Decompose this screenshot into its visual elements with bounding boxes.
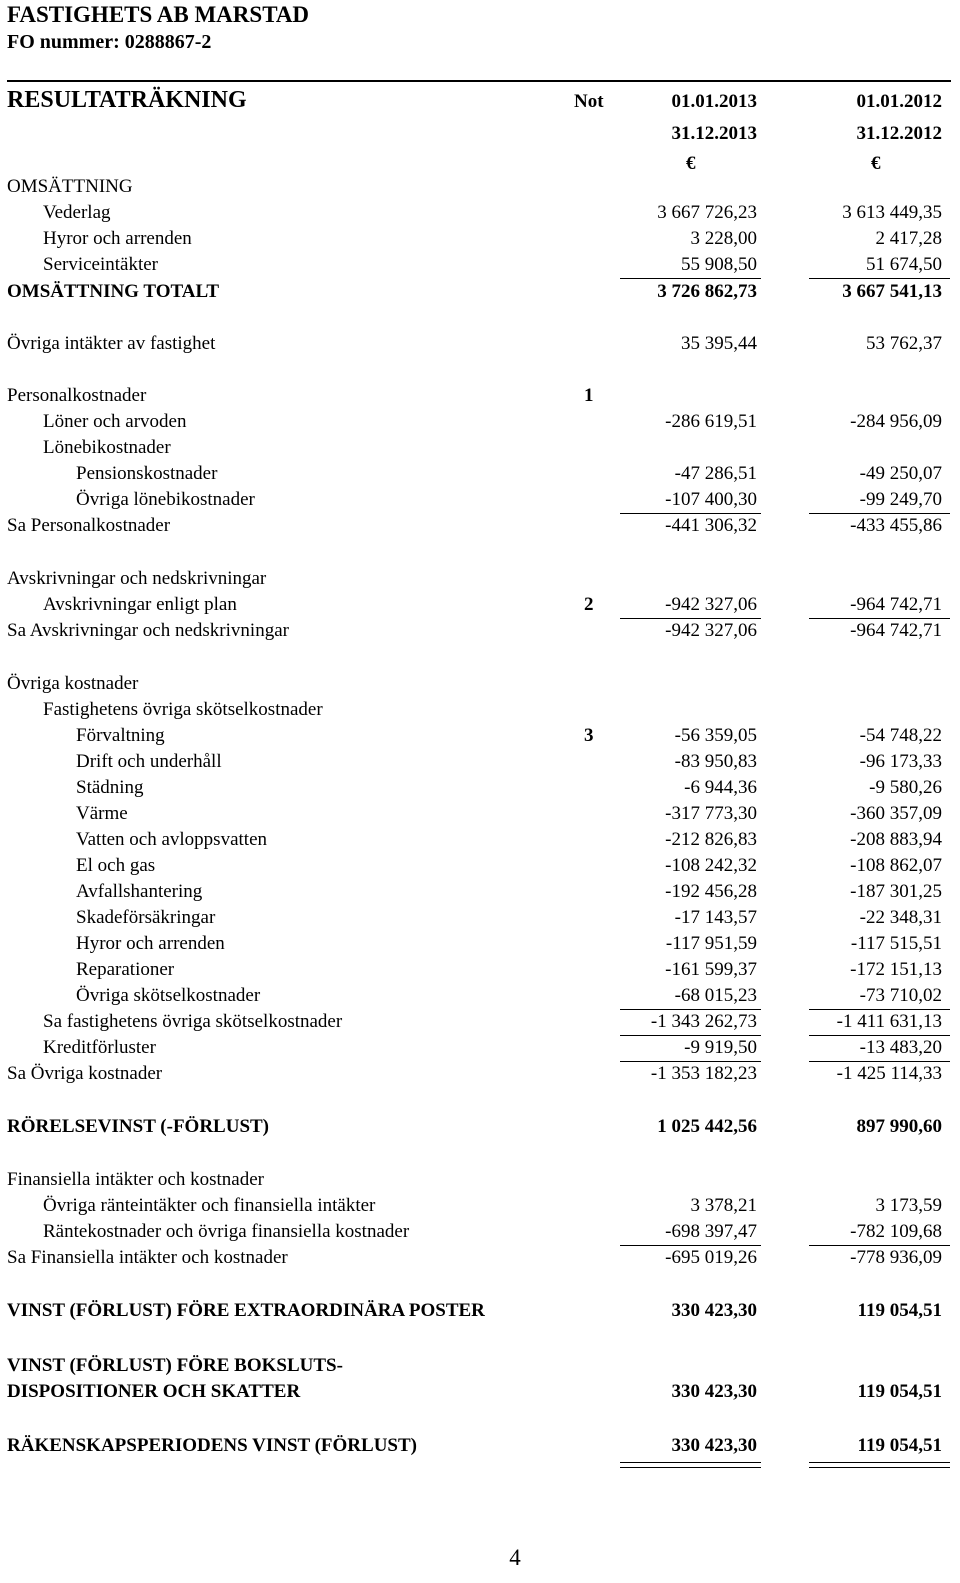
table-row xyxy=(0,202,960,228)
value-2013: 3 228,00 xyxy=(690,228,757,249)
value-2012: -208 883,94 xyxy=(850,829,942,850)
value-2012: -108 862,07 xyxy=(850,855,942,876)
table-row xyxy=(0,437,960,463)
subtotal-rule xyxy=(809,278,950,279)
value-2013: -192 456,28 xyxy=(665,881,757,902)
subtotal-rule xyxy=(809,1061,950,1062)
row-note: 2 xyxy=(584,594,594,615)
value-2013: -83 950,83 xyxy=(674,751,757,772)
value-2013: -9 919,50 xyxy=(684,1037,757,1058)
row-label: Sa Avskrivningar och nedskrivningar xyxy=(7,620,289,641)
subtotal-rule xyxy=(620,618,761,619)
value-2013: 1 025 442,56 xyxy=(657,1116,757,1137)
value-2013: -161 599,37 xyxy=(665,959,757,980)
table-row xyxy=(0,777,960,803)
value-2012: 3 613 449,35 xyxy=(842,202,942,223)
value-2013: -107 400,30 xyxy=(665,489,757,510)
subtotal-rule xyxy=(809,513,950,514)
table-row xyxy=(0,673,960,699)
row-label: Drift och underhåll xyxy=(76,751,222,772)
value-2013: -317 773,30 xyxy=(665,803,757,824)
value-2013: -698 397,47 xyxy=(665,1221,757,1242)
table-row xyxy=(0,1381,960,1407)
table-row xyxy=(0,594,960,620)
value-2012: 3 667 541,13 xyxy=(842,281,942,302)
table-row xyxy=(0,281,960,307)
value-2013: -108 242,32 xyxy=(665,855,757,876)
period-2013-end: 31.12.2013 xyxy=(671,123,757,144)
value-2012: -172 151,13 xyxy=(850,959,942,980)
table-row xyxy=(0,333,960,359)
value-2013: -1 343 262,73 xyxy=(650,1011,757,1032)
row-label: Serviceintäkter xyxy=(43,254,159,275)
value-2013: 55 908,50 xyxy=(681,254,757,275)
row-label: Kreditförluster xyxy=(43,1037,156,1058)
value-2012: -1 425 114,33 xyxy=(836,1063,942,1084)
row-label: Finansiella intäkter och kostnader xyxy=(7,1169,264,1190)
subtotal-rule xyxy=(620,513,761,514)
table-row xyxy=(0,1116,960,1142)
row-label: Övriga ränteintäkter och finansiella intäkter xyxy=(43,1195,376,1216)
row-label: Pensionskostnader xyxy=(76,463,218,484)
table-row xyxy=(0,829,960,855)
table-row xyxy=(0,907,960,933)
subtotal-rule xyxy=(620,1061,761,1062)
value-2012: -964 742,71 xyxy=(850,620,942,641)
subtotal-rule xyxy=(809,1009,950,1010)
row-label: Övriga skötselkostnader xyxy=(76,985,261,1006)
value-2013: 3 726 862,73 xyxy=(657,281,757,302)
value-2013: -212 826,83 xyxy=(665,829,757,850)
row-label: Sa fastighetens övriga skötselkostnader xyxy=(43,1011,343,1032)
period-2013-start: 01.01.2013 xyxy=(671,91,757,112)
value-2012: -117 515,51 xyxy=(850,933,942,954)
subtotal-rule xyxy=(620,1009,761,1010)
row-label: Värme xyxy=(76,803,128,824)
row-label: OMSÄTTNING xyxy=(7,176,133,197)
value-2013: 330 423,30 xyxy=(671,1381,757,1402)
table-row xyxy=(0,463,960,489)
row-label: VINST (FÖRLUST) FÖRE BOKSLUTS- xyxy=(7,1355,343,1376)
row-label: Övriga kostnader xyxy=(7,673,139,694)
row-label: Sa Övriga kostnader xyxy=(7,1063,163,1084)
period-2012-end: 31.12.2012 xyxy=(856,123,942,144)
value-2012: 53 762,37 xyxy=(866,333,942,354)
final-double-rule xyxy=(809,1462,950,1468)
value-2013: -942 327,06 xyxy=(665,620,757,641)
value-2012: -73 710,02 xyxy=(859,985,942,1006)
company-name: FASTIGHETS AB MARSTAD xyxy=(7,2,310,27)
row-label: Förvaltning xyxy=(76,725,165,746)
row-label: El och gas xyxy=(76,855,156,876)
table-row xyxy=(0,1063,960,1089)
value-2012: -284 956,09 xyxy=(850,411,942,432)
row-label: Hyror och arrenden xyxy=(43,228,192,249)
value-2012: -964 742,71 xyxy=(850,594,942,615)
currency-2012: € xyxy=(871,153,881,174)
table-row xyxy=(0,725,960,751)
subtotal-rule xyxy=(809,1245,950,1246)
row-label: Städning xyxy=(76,777,144,798)
subtotal-rule xyxy=(620,1035,761,1036)
table-row xyxy=(0,933,960,959)
table-row xyxy=(0,1037,960,1063)
value-2012: 119 054,51 xyxy=(857,1300,942,1321)
table-row xyxy=(0,489,960,515)
row-label: Sa Personalkostnader xyxy=(7,515,171,536)
table-row xyxy=(0,1195,960,1221)
table-row xyxy=(0,515,960,541)
value-2013: -695 019,26 xyxy=(665,1247,757,1268)
row-label: Avfallshantering xyxy=(76,881,203,902)
row-label: Reparationer xyxy=(76,959,175,980)
value-2012: 3 173,59 xyxy=(875,1195,942,1216)
table-row xyxy=(0,855,960,881)
value-2013: 330 423,30 xyxy=(671,1300,757,1321)
value-2012: 2 417,28 xyxy=(875,228,942,249)
row-label: Lönebikostnader xyxy=(43,437,171,458)
header-rule xyxy=(7,80,951,82)
final-double-rule xyxy=(620,1462,761,1468)
value-2013: -117 951,59 xyxy=(665,933,757,954)
row-label: RÖRELSEVINST (-FÖRLUST) xyxy=(7,1116,270,1137)
table-row xyxy=(0,1011,960,1037)
table-row xyxy=(0,1221,960,1247)
table-row xyxy=(0,959,960,985)
row-label: DISPOSITIONER OCH SKATTER xyxy=(7,1381,301,1402)
subtotal-rule xyxy=(620,1245,761,1246)
table-row xyxy=(0,620,960,646)
value-2012: -782 109,68 xyxy=(850,1221,942,1242)
table-row xyxy=(0,1435,960,1461)
value-2012: -96 173,33 xyxy=(859,751,942,772)
row-label: Skadeförsäkringar xyxy=(76,907,216,928)
subtotal-rule xyxy=(620,278,761,279)
row-label: Avskrivningar och nedskrivningar xyxy=(7,568,267,589)
table-row xyxy=(0,228,960,254)
row-label: RÄKENSKAPSPERIODENS VINST (FÖRLUST) xyxy=(7,1435,417,1456)
table-row xyxy=(0,411,960,437)
subtotal-rule xyxy=(809,1035,950,1036)
org-number: FO nummer: 0288867-2 xyxy=(7,31,212,53)
row-label: Avskrivningar enligt plan xyxy=(43,594,237,615)
row-note: 3 xyxy=(584,725,594,746)
value-2013: -286 619,51 xyxy=(665,411,757,432)
table-row xyxy=(0,881,960,907)
value-2013: -56 359,05 xyxy=(674,725,757,746)
value-2012: -13 483,20 xyxy=(859,1037,942,1058)
row-label: Hyror och arrenden xyxy=(76,933,225,954)
table-row xyxy=(0,985,960,1011)
row-label: Övriga intäkter av fastighet xyxy=(7,333,216,354)
row-label: Övriga lönebikostnader xyxy=(76,489,255,510)
table-row xyxy=(0,1355,960,1381)
statement-title: RESULTATRÄKNING xyxy=(7,87,247,113)
value-2012: -9 580,26 xyxy=(869,777,942,798)
value-2013: -441 306,32 xyxy=(665,515,757,536)
value-2013: 3 667 726,23 xyxy=(657,202,757,223)
value-2013: -942 327,06 xyxy=(665,594,757,615)
value-2012: -49 250,07 xyxy=(859,463,942,484)
row-label: Sa Finansiella intäkter och kostnader xyxy=(7,1247,288,1268)
value-2012: -22 348,31 xyxy=(859,907,942,928)
value-2013: -17 143,57 xyxy=(674,907,757,928)
value-2013: -6 944,36 xyxy=(684,777,757,798)
value-2013: 330 423,30 xyxy=(671,1435,757,1456)
row-label: Vederlag xyxy=(43,202,111,223)
table-row xyxy=(0,176,960,202)
value-2012: -1 411 631,13 xyxy=(836,1011,942,1032)
value-2012: 51 674,50 xyxy=(866,254,942,275)
period-2012-start: 01.01.2012 xyxy=(856,91,942,112)
row-label: Personalkostnader xyxy=(7,385,147,406)
page-number: 4 xyxy=(509,1545,521,1570)
value-2012: -99 249,70 xyxy=(859,489,942,510)
value-2013: -68 015,23 xyxy=(674,985,757,1006)
value-2012: 897 990,60 xyxy=(856,1116,942,1137)
table-row xyxy=(0,385,960,411)
row-label: Fastighetens övriga skötselkostnader xyxy=(43,699,323,720)
row-label: VINST (FÖRLUST) FÖRE EXTRAORDINÄRA POSTER xyxy=(7,1300,485,1321)
value-2012: -433 455,86 xyxy=(850,515,942,536)
value-2013: 3 378,21 xyxy=(690,1195,757,1216)
row-label: Räntekostnader och övriga finansiella kostnader xyxy=(43,1221,410,1242)
table-row xyxy=(0,568,960,594)
value-2013: 35 395,44 xyxy=(681,333,757,354)
row-label: Löner och arvoden xyxy=(43,411,187,432)
table-row xyxy=(0,751,960,777)
row-label: OMSÄTTNING TOTALT xyxy=(7,281,220,302)
value-2012: -187 301,25 xyxy=(850,881,942,902)
note-column-header: Not xyxy=(574,91,604,112)
value-2012: 119 054,51 xyxy=(857,1381,942,1402)
table-row xyxy=(0,803,960,829)
value-2012: -778 936,09 xyxy=(850,1247,942,1268)
table-row xyxy=(0,1169,960,1195)
value-2013: -1 353 182,23 xyxy=(650,1063,757,1084)
table-row xyxy=(0,1300,960,1326)
subtotal-rule xyxy=(809,618,950,619)
table-row xyxy=(0,699,960,725)
value-2013: -47 286,51 xyxy=(674,463,757,484)
value-2012: 119 054,51 xyxy=(857,1435,942,1456)
value-2012: -360 357,09 xyxy=(850,803,942,824)
table-row xyxy=(0,254,960,280)
value-2012: -54 748,22 xyxy=(859,725,942,746)
row-note: 1 xyxy=(584,385,594,406)
currency-2013: € xyxy=(686,153,696,174)
row-label: Vatten och avloppsvatten xyxy=(76,829,268,850)
table-row xyxy=(0,1247,960,1273)
